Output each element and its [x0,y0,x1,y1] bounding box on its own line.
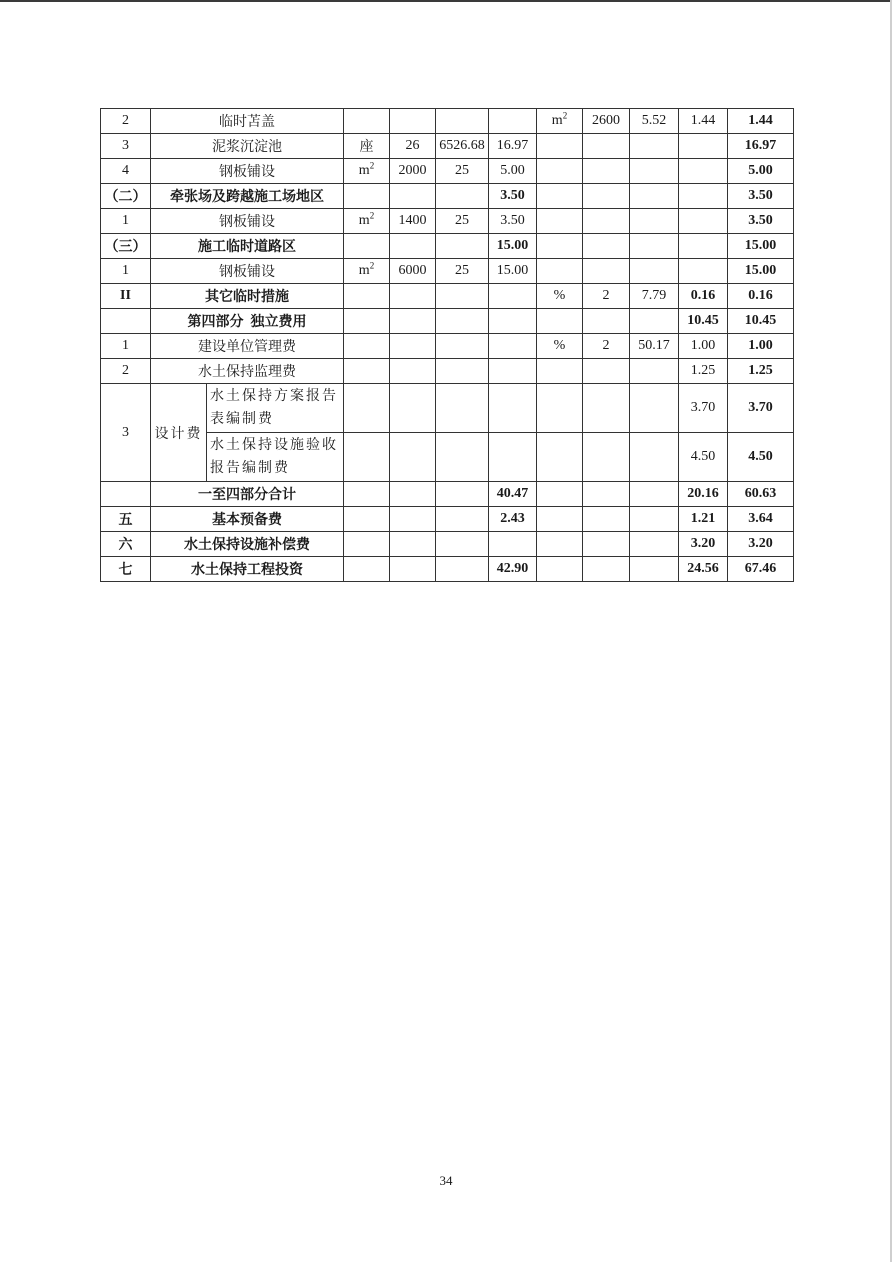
cell-total2: 0.16 [679,284,728,309]
cell-price2 [630,209,679,234]
cell-no: 2 [101,359,151,384]
cell-total2 [679,209,728,234]
cell-qty2 [583,134,630,159]
page-top-border [0,0,892,2]
cell-qty2 [583,259,630,284]
cell-sum: 3.50 [728,209,794,234]
cell-name: 水土保持设施验收报告编制费 [207,433,344,482]
cell-price2 [630,384,679,433]
cell-name: 第四部分 独立费用 [151,309,344,334]
cell-name: 施工临时道路区 [151,234,344,259]
cell-price1 [436,334,489,359]
cell-qty2: 2600 [583,109,630,134]
cell-qty1 [390,507,436,532]
cell-total1 [489,433,537,482]
cell-price1: 25 [436,159,489,184]
cell-total2 [679,134,728,159]
table-row [101,134,794,159]
cell-qty1: 26 [390,134,436,159]
cell-price1 [436,184,489,209]
cell-qty1 [390,234,436,259]
cell-price2 [630,532,679,557]
cell-sum: 67.46 [728,557,794,582]
cell-price2 [630,433,679,482]
cell-no: II [101,284,151,309]
cell-unit2 [537,359,583,384]
table-row [101,359,794,384]
cell-sum: 4.50 [728,433,794,482]
cell-name: 水土保持工程投资 [151,557,344,582]
cell-unit1 [344,532,390,557]
cell-unit2: $m^2$ [537,109,583,134]
cell-no: （二） [101,184,151,209]
cell-unit1 [344,482,390,507]
cell-total2: 3.20 [679,532,728,557]
cell-unit2 [537,482,583,507]
cell-price2 [630,134,679,159]
cell-total2: 1.25 [679,359,728,384]
cell-total1: 5.00 [489,159,537,184]
cell-unit2 [537,557,583,582]
cell-qty2: 2 [583,334,630,359]
cell-qty1: 6000 [390,259,436,284]
cell-price1 [436,234,489,259]
cell-total1: 3.50 [489,209,537,234]
cell-no: 4 [101,159,151,184]
cell-qty2 [583,209,630,234]
cell-total2: 24.56 [679,557,728,582]
cell-qty2 [583,159,630,184]
cell-total2: 10.45 [679,309,728,334]
cell-total1 [489,334,537,359]
cell-unit1: $m^2$ [344,259,390,284]
cell-price1 [436,557,489,582]
cell-qty2 [583,433,630,482]
cell-no [101,482,151,507]
cell-no: 五 [101,507,151,532]
cell-qty2 [583,234,630,259]
total-row [101,532,794,557]
cell-price1 [436,433,489,482]
cell-total1 [489,532,537,557]
cell-sum: 3.20 [728,532,794,557]
cell-qty1 [390,309,436,334]
cell-sum: 3.64 [728,507,794,532]
cell-name: 水土保持方案报告表编制费 [207,384,344,433]
cell-price2 [630,234,679,259]
cell-qty2 [583,507,630,532]
cell-unit1 [344,507,390,532]
cell-price2 [630,557,679,582]
cell-total2: 20.16 [679,482,728,507]
cell-no: 七 [101,557,151,582]
cell-no: 1 [101,259,151,284]
cell-qty2 [583,359,630,384]
cell-no: 1 [101,209,151,234]
cell-no: 六 [101,532,151,557]
cell-qty2 [583,184,630,209]
table-row [101,209,794,234]
cell-qty1 [390,334,436,359]
cell-unit2 [537,159,583,184]
table-row [101,184,794,209]
cell-qty2 [583,482,630,507]
cell-name: 一至四部分合计 [151,482,344,507]
cell-unit2: % [537,334,583,359]
table-row [101,234,794,259]
cell-sum: 60.63 [728,482,794,507]
cell-price1 [436,309,489,334]
cell-unit1 [344,309,390,334]
cell-no: 1 [101,334,151,359]
cell-total2: 1.44 [679,109,728,134]
cell-unit2 [537,309,583,334]
cell-unit2 [537,209,583,234]
table-row [101,259,794,284]
cell-total2 [679,259,728,284]
cell-unit1 [344,234,390,259]
cell-qty2 [583,557,630,582]
cell-sum: 3.70 [728,384,794,433]
cell-total1: 3.50 [489,184,537,209]
cell-unit2 [537,234,583,259]
cell-name: 钢板铺设 [151,159,344,184]
cell-unit2 [537,259,583,284]
table-row [101,284,794,309]
cell-price1 [436,284,489,309]
cell-total1 [489,109,537,134]
cell-sum: 1.25 [728,359,794,384]
cell-unit2: % [537,284,583,309]
cell-price1: 25 [436,259,489,284]
cell-price2: 50.17 [630,334,679,359]
total-row [101,557,794,582]
cell-sum: 0.16 [728,284,794,309]
cell-total1: 16.97 [489,134,537,159]
cell-qty1 [390,359,436,384]
cell-price2 [630,482,679,507]
cell-unit1: $m^2$ [344,159,390,184]
cell-name: 建设单位管理费 [151,334,344,359]
cell-unit1: 座 [344,134,390,159]
cell-qty2 [583,384,630,433]
cell-sum: 10.45 [728,309,794,334]
cell-qty2 [583,532,630,557]
cell-total2: 4.50 [679,433,728,482]
cell-unit1 [344,184,390,209]
cell-price2: 7.79 [630,284,679,309]
cell-unit1 [344,384,390,433]
cell-name: 泥浆沉淀池 [151,134,344,159]
cell-price1 [436,507,489,532]
cell-unit1: $m^2$ [344,209,390,234]
cell-qty2: 2 [583,284,630,309]
page-number: 34 [439,1173,453,1188]
cell-price1: 25 [436,209,489,234]
cell-total1: 42.90 [489,557,537,582]
table-row [101,384,794,433]
cell-total1: 40.47 [489,482,537,507]
cell-qty1 [390,433,436,482]
table-row [101,159,794,184]
cell-unit2 [537,384,583,433]
cell-no: （三） [101,234,151,259]
cell-total2 [679,159,728,184]
cell-unit1 [344,359,390,384]
cell-qty1 [390,109,436,134]
cell-price1 [436,109,489,134]
cell-qty1: 1400 [390,209,436,234]
cell-unit2 [537,433,583,482]
cell-price1 [436,532,489,557]
cell-total1 [489,359,537,384]
investment-table [100,108,794,582]
cell-total2 [679,184,728,209]
total-row [101,507,794,532]
cell-unit1 [344,334,390,359]
cell-total1 [489,384,537,433]
cell-price2 [630,507,679,532]
cell-name: 水土保持设施补偿费 [151,532,344,557]
cell-total1: 15.00 [489,234,537,259]
cell-sum: 1.44 [728,109,794,134]
cell-price2 [630,159,679,184]
cell-price2 [630,184,679,209]
table-row [101,334,794,359]
cell-total2: 1.00 [679,334,728,359]
cell-no [101,309,151,334]
cell-price1 [436,359,489,384]
cell-unit1 [344,433,390,482]
cell-no: 2 [101,109,151,134]
cell-price1 [436,482,489,507]
cell-name: 钢板铺设 [151,209,344,234]
cell-total2: 1.21 [679,507,728,532]
cell-price2 [630,359,679,384]
total-row [101,482,794,507]
cell-price2: 5.52 [630,109,679,134]
cell-unit1 [344,284,390,309]
cell-total1: 2.43 [489,507,537,532]
cell-qty1 [390,532,436,557]
cell-unit2 [537,184,583,209]
cell-price2 [630,259,679,284]
design-fee-label: 设计费 [151,384,207,482]
cell-qty1 [390,384,436,433]
cell-total1 [489,309,537,334]
cell-qty2 [583,309,630,334]
cell-no: 3 [101,384,151,482]
cell-name: 基本预备费 [151,507,344,532]
cell-sum: 15.00 [728,259,794,284]
cell-name: 临时苫盖 [151,109,344,134]
cell-sum: 16.97 [728,134,794,159]
cell-name: 牵张场及跨越施工场地区 [151,184,344,209]
cell-name: 钢板铺设 [151,259,344,284]
cell-qty1 [390,482,436,507]
cell-sum: 3.50 [728,184,794,209]
cell-total1: 15.00 [489,259,537,284]
cell-unit2 [537,532,583,557]
cell-no: 3 [101,134,151,159]
cell-sum: 15.00 [728,234,794,259]
table-row [101,309,794,334]
cell-price2 [630,309,679,334]
cell-price1 [436,384,489,433]
cell-qty1: 2000 [390,159,436,184]
cell-sum: 1.00 [728,334,794,359]
cell-total2: 3.70 [679,384,728,433]
cell-unit2 [537,507,583,532]
cell-name: 其它临时措施 [151,284,344,309]
cell-price1: 6526.68 [436,134,489,159]
cell-unit1 [344,557,390,582]
cell-total1 [489,284,537,309]
cell-qty1 [390,557,436,582]
cell-unit1 [344,109,390,134]
cell-name: 水土保持监理费 [151,359,344,384]
cell-qty1 [390,284,436,309]
cell-qty1 [390,184,436,209]
cell-sum: 5.00 [728,159,794,184]
cell-total2 [679,234,728,259]
cell-unit2 [537,134,583,159]
table-row [101,109,794,134]
